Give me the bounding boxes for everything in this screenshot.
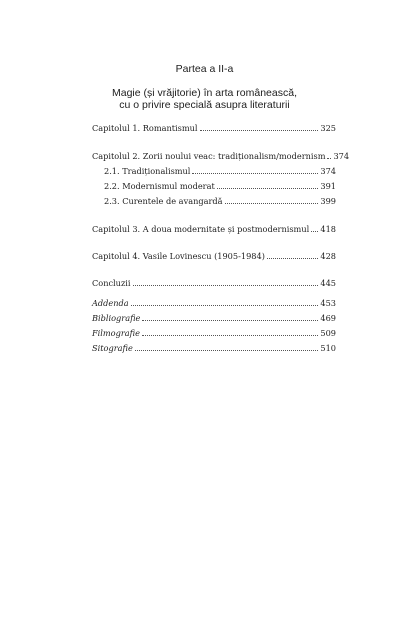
- toc-entry-sitografie: [92, 342, 336, 354]
- toc-leader-dots: [142, 335, 318, 336]
- toc-entry-label: Filmografie: [92, 328, 140, 338]
- toc-page-number: 445: [320, 278, 336, 288]
- toc-entry-chapter-4: [92, 250, 336, 262]
- toc-leader-dots: [131, 305, 319, 306]
- toc-entry-label: Capitolul 1. Romantismul: [92, 123, 198, 133]
- toc-page-number: 469: [320, 313, 336, 323]
- toc-entry-label: Capitolul 2. Zorii noului veac: tradiționalism/modernism: [92, 151, 326, 161]
- toc-leader-dots: [192, 173, 318, 174]
- toc-leader-dots: [135, 350, 319, 351]
- toc-entry-label: Bibliografie: [92, 313, 141, 323]
- toc-page-number: 509: [320, 328, 336, 338]
- toc-entry-chapter-3: [92, 223, 336, 235]
- part-title: Partea a II-a: [175, 63, 234, 75]
- toc-entry-label: 2.2. Modernismul moderat: [104, 181, 215, 191]
- toc-entry-addenda: [92, 297, 336, 309]
- toc-entry-filmografie: [92, 327, 336, 339]
- toc-entry-chapter-2: [92, 150, 350, 162]
- toc-entry-label: 2.1. Tradiționalismul: [104, 166, 191, 176]
- toc-page-number: 374: [333, 151, 350, 161]
- toc-entry-label: 2.3. Curentele de avangardă: [104, 196, 223, 206]
- toc-page-number: 428: [320, 251, 336, 261]
- toc-page-number: 374: [320, 166, 336, 176]
- toc-entry-label: Concluzii: [92, 278, 131, 288]
- toc-entry-label: Capitolul 3. A doua modernitate și postmodernismul: [92, 224, 310, 234]
- toc-entry-chapter-1: [92, 122, 336, 134]
- toc-page-number: 510: [320, 343, 336, 353]
- toc-entry-label: Sitografie: [92, 343, 133, 353]
- toc-entry-concluzii: [92, 277, 336, 289]
- part-subtitle-line-2: cu o privire specială asupra literaturii: [119, 99, 290, 111]
- toc-leader-dots: [225, 203, 319, 204]
- toc-leader-dots: [327, 158, 331, 159]
- toc-entry-section-2-1: [92, 165, 336, 177]
- toc-entry-section-2-2: [92, 180, 336, 192]
- toc-leader-dots: [133, 285, 319, 286]
- toc-page-number: 418: [320, 224, 336, 234]
- toc-entry-label: Capitolul 4. Vasile Lovinescu (1905-1984): [92, 251, 265, 261]
- toc-page-number: 325: [320, 123, 336, 133]
- toc-page-number: 399: [320, 196, 336, 206]
- toc-page-number: 391: [320, 181, 336, 191]
- toc-page-number: 453: [320, 298, 336, 308]
- part-subtitle-line-1: Magie (și vrăjitorie) în arta românească,: [112, 87, 297, 99]
- toc-leader-dots: [200, 130, 319, 131]
- toc-leader-dots: [267, 258, 318, 259]
- toc-entry-bibliografie: [92, 312, 336, 324]
- toc-entry-label: Addenda: [92, 298, 129, 308]
- toc-leader-dots: [311, 231, 318, 232]
- toc-entry-section-2-3: [92, 195, 336, 207]
- toc-leader-dots: [217, 188, 319, 189]
- toc-leader-dots: [142, 320, 318, 321]
